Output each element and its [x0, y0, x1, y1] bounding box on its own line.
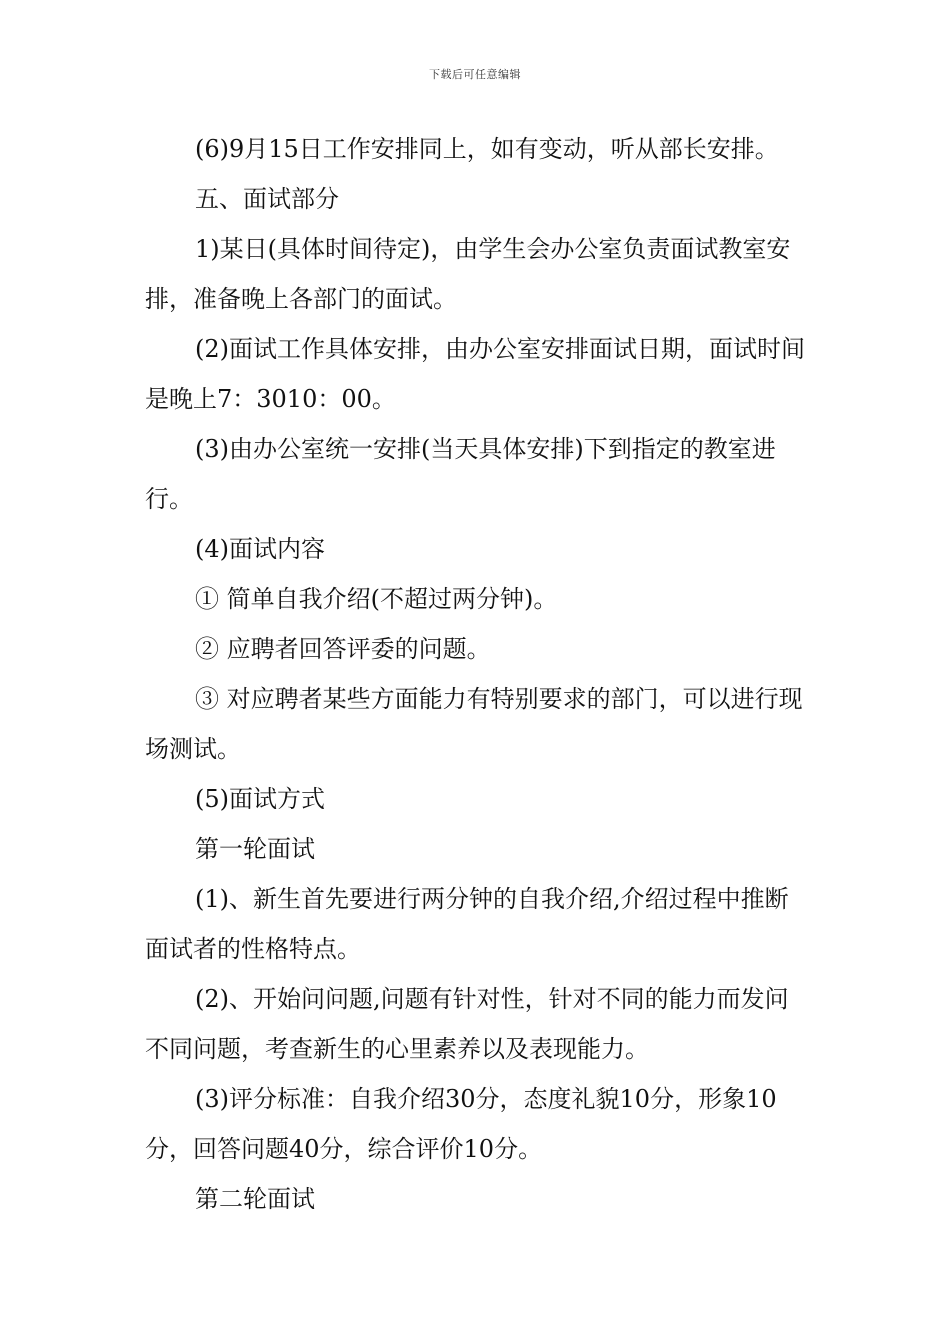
paragraph: (1)、新生首先要进行两分钟的自我介绍,介绍过程中推断面试者的性格特点。 — [145, 885, 789, 963]
page-header: 下载后可任意编辑 — [429, 68, 521, 81]
subheading: 第二轮面试 — [195, 1185, 315, 1213]
paragraph: (6)9月15日工作安排同上，如有变动，听从部长安排。 — [195, 135, 779, 163]
paragraph: (3)由办公室统一安排(当天具体安排)下到指定的教室进行。 — [145, 435, 776, 513]
paragraph: (4)面试内容 — [195, 535, 325, 563]
section-heading: 五、面试部分 — [195, 185, 339, 213]
paragraph: (2)面试工作具体安排，由办公室安排面试日期，面试时间是晚上7：3010：00。 — [145, 335, 805, 413]
paragraph: (3)评分标准：自我介绍30分，态度礼貌10分，形象10分，回答问题40分，综合评价10分。 — [145, 1085, 777, 1163]
list-item: ① 简单自我介绍(不超过两分钟)。 — [195, 585, 558, 613]
list-item: ② 应聘者回答评委的问题。 — [195, 635, 491, 663]
paragraph: (5)面试方式 — [195, 785, 325, 813]
paragraph: (2)、开始问问题,问题有针对性，针对不同的能力而发问不同问题，考查新生的心里素养以及表现能力。 — [145, 985, 789, 1063]
list-item: ③ 对应聘者某些方面能力有特别要求的部门，可以进行现场测试。 — [145, 685, 803, 763]
paragraph: 1)某日(具体时间待定)，由学生会办公室负责面试教室安排，准备晚上各部门的面试。 — [145, 235, 791, 313]
subheading: 第一轮面试 — [195, 835, 315, 863]
document-body — [145, 124, 809, 1224]
